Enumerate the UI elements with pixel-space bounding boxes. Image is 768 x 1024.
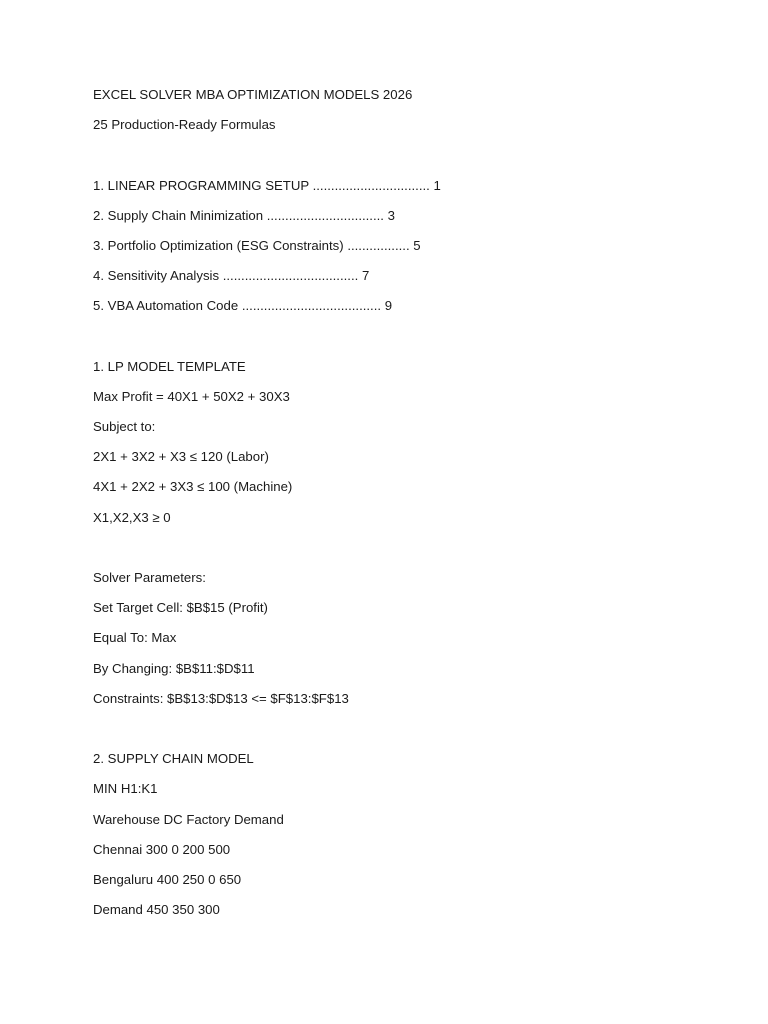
lp-subject-to: Subject to: (93, 419, 156, 435)
document-title: EXCEL SOLVER MBA OPTIMIZATION MODELS 2026 (93, 87, 413, 102)
toc-entry: 1. LINEAR PROGRAMMING SETUP ................................ 1 (93, 177, 441, 193)
solver-constraints: Constraints: $B$13:$D$13 <= $F$13:$F$13 (93, 690, 349, 706)
supply-chain-row: Bengaluru 400 250 0 650 (93, 871, 242, 887)
lp-constraint-labor: 2X1 + 3X2 + X3 ≤ 120 (Labor) (93, 449, 269, 465)
supply-chain-table-header: Warehouse DC Factory Demand (93, 811, 284, 827)
blank-line (93, 329, 733, 345)
supply-chain-row: Chennai 300 0 200 500 (93, 841, 231, 857)
solver-target: Set Target Cell: $B$15 (Profit) (93, 600, 268, 616)
toc-entry: 3. Portfolio Optimization (ESG Constraints) ................. 5 (93, 237, 421, 253)
toc-entry: 5. VBA Automation Code ...................................... 9 (93, 298, 393, 314)
lp-constraint-machine: 4X1 + 2X2 + 3X3 ≤ 100 (Machine) (93, 479, 293, 495)
supply-chain-min-range: MIN H1:K1 (93, 781, 158, 797)
solver-by-changing: By Changing: $B$11:$D$11 (93, 660, 255, 676)
document-subtitle: 25 Production-Ready Formulas (93, 117, 276, 133)
solver-equal-to: Equal To: Max (93, 630, 177, 646)
document-body (93, 87, 733, 932)
toc-entry: 4. Sensitivity Analysis ..................................... 7 (93, 268, 370, 284)
solver-heading: Solver Parameters: (93, 570, 206, 585)
blank-line (93, 147, 733, 163)
supply-chain-heading: 2. SUPPLY CHAIN MODEL (93, 751, 254, 767)
supply-chain-row: Demand 450 350 300 (93, 902, 220, 918)
lp-heading: 1. LP MODEL TEMPLATE (93, 358, 246, 374)
lp-objective: Max Profit = 40X1 + 50X2 + 30X3 (93, 388, 290, 404)
toc-entry: 2. Supply Chain Minimization ................................ 3 (93, 207, 395, 223)
lp-nonnegativity: X1,X2,X3 ≥ 0 (93, 509, 171, 525)
blank-line (93, 721, 733, 737)
blank-line (93, 540, 733, 556)
